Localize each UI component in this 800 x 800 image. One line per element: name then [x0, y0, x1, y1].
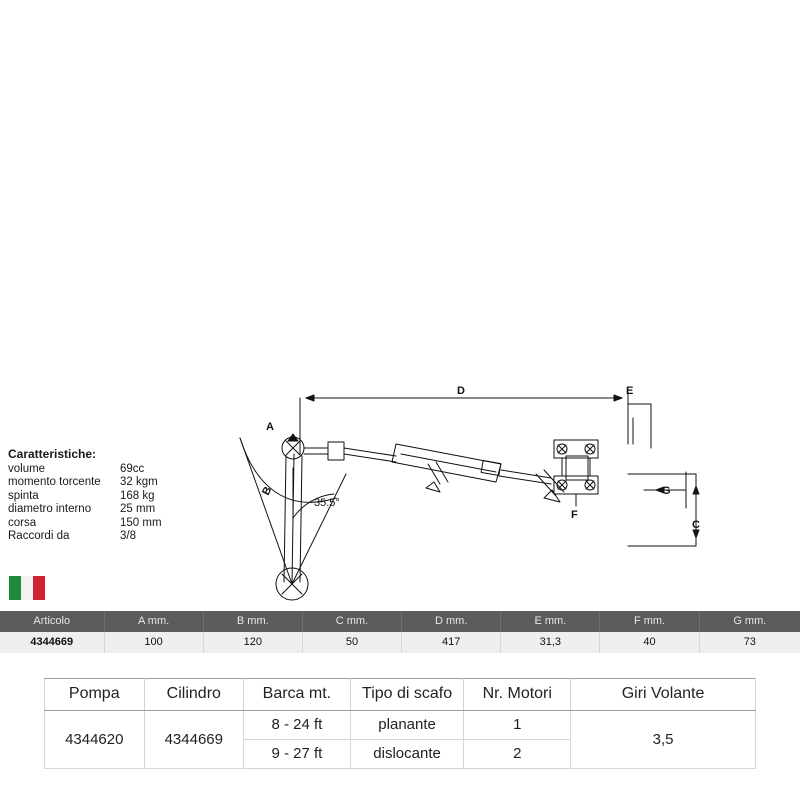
- dimension-cell-articolo: 4344669: [0, 632, 104, 653]
- characteristics-table: [8, 463, 198, 544]
- drawing-label-b: B: [260, 484, 275, 498]
- characteristics-label: corsa: [8, 516, 37, 529]
- characteristics-row: [8, 476, 198, 490]
- characteristics-value: 32 kgm: [120, 476, 158, 488]
- compatibility-header-cilindro: Cilindro: [144, 679, 244, 711]
- characteristics-label: spinta: [8, 489, 39, 502]
- compatibility-cell-motori: 2: [464, 740, 571, 769]
- characteristics-row: [8, 463, 198, 477]
- dimension-header-c: C mm.: [302, 611, 401, 632]
- characteristics-value: 150 mm: [120, 516, 162, 529]
- compatibility-cell-scafo: dislocante: [350, 740, 464, 769]
- compatibility-cell-barca: 9 - 27 ft: [244, 740, 351, 769]
- characteristics-row: [8, 503, 198, 517]
- characteristics-value: 168 kg: [120, 489, 155, 502]
- characteristics-label: diametro interno: [8, 503, 92, 515]
- drawing-label-f: F: [571, 509, 578, 521]
- dimension-cell-e: 31,3: [501, 632, 600, 653]
- compatibility-header-row: [45, 679, 756, 711]
- compatibility-cell-motori: 1: [464, 711, 571, 740]
- drawing-label-c: C: [692, 519, 700, 531]
- characteristics-label: Raccordi da: [8, 530, 70, 542]
- dimension-table-row: [0, 632, 800, 653]
- characteristics-value: 69cc: [120, 462, 145, 475]
- characteristics-block: [8, 448, 198, 544]
- characteristics-label: momento torcente: [8, 476, 101, 488]
- technical-drawing: [196, 378, 796, 603]
- compatibility-table: [44, 678, 756, 769]
- drawing-label-a: A: [266, 421, 274, 433]
- dimension-cell-f: 40: [600, 632, 699, 653]
- drawing-label-e: E: [626, 385, 634, 397]
- dimension-table: [0, 611, 800, 653]
- drawing-label-angle: 35.5°: [314, 497, 340, 509]
- dimension-header-e: E mm.: [501, 611, 600, 632]
- dimension-header-d: D mm.: [402, 611, 501, 632]
- drawing-label-g: G: [662, 485, 671, 497]
- compatibility-header-scafo: Tipo di scafo: [350, 679, 464, 711]
- dimension-cell-c: 50: [302, 632, 401, 653]
- compatibility-header-barca: Barca mt.: [244, 679, 351, 711]
- dimension-cell-b: 120: [203, 632, 302, 653]
- characteristics-label: volume: [8, 462, 46, 475]
- characteristics-value: 25 mm: [120, 503, 156, 515]
- characteristics-value: 3/8: [120, 530, 136, 542]
- compatibility-header-giri: Giri Volante: [571, 679, 756, 711]
- compatibility-cell-cilindro: 4344669: [144, 711, 244, 769]
- compatibility-row: [45, 711, 756, 740]
- dimension-header-b: B mm.: [203, 611, 302, 632]
- product-sheet: [0, 186, 800, 762]
- dimension-header-f: F mm.: [600, 611, 699, 632]
- compatibility-cell-scafo: planante: [350, 711, 464, 740]
- compatibility-header-motori: Nr. Motori: [464, 679, 571, 711]
- dimension-header-articolo: Articolo: [0, 611, 104, 632]
- dimension-header-a: A mm.: [104, 611, 203, 632]
- compatibility-cell-giri: 3,5: [571, 711, 756, 769]
- characteristics-title: Caratteristiche:: [8, 447, 97, 461]
- drawing-label-d: D: [457, 385, 465, 397]
- characteristics-row: [8, 530, 198, 544]
- compatibility-cell-pompa: 4344620: [45, 711, 145, 769]
- dimension-cell-g: 73: [699, 632, 800, 653]
- italian-flag-icon: [9, 576, 45, 600]
- dimension-table-header-row: [0, 611, 800, 632]
- compatibility-cell-barca: 8 - 24 ft: [244, 711, 351, 740]
- characteristics-row: [8, 517, 198, 531]
- dimension-cell-a: 100: [104, 632, 203, 653]
- characteristics-row: [8, 490, 198, 504]
- dimension-header-g: G mm.: [699, 611, 800, 632]
- dimension-cell-d: 417: [402, 632, 501, 653]
- compatibility-header-pompa: Pompa: [45, 679, 145, 711]
